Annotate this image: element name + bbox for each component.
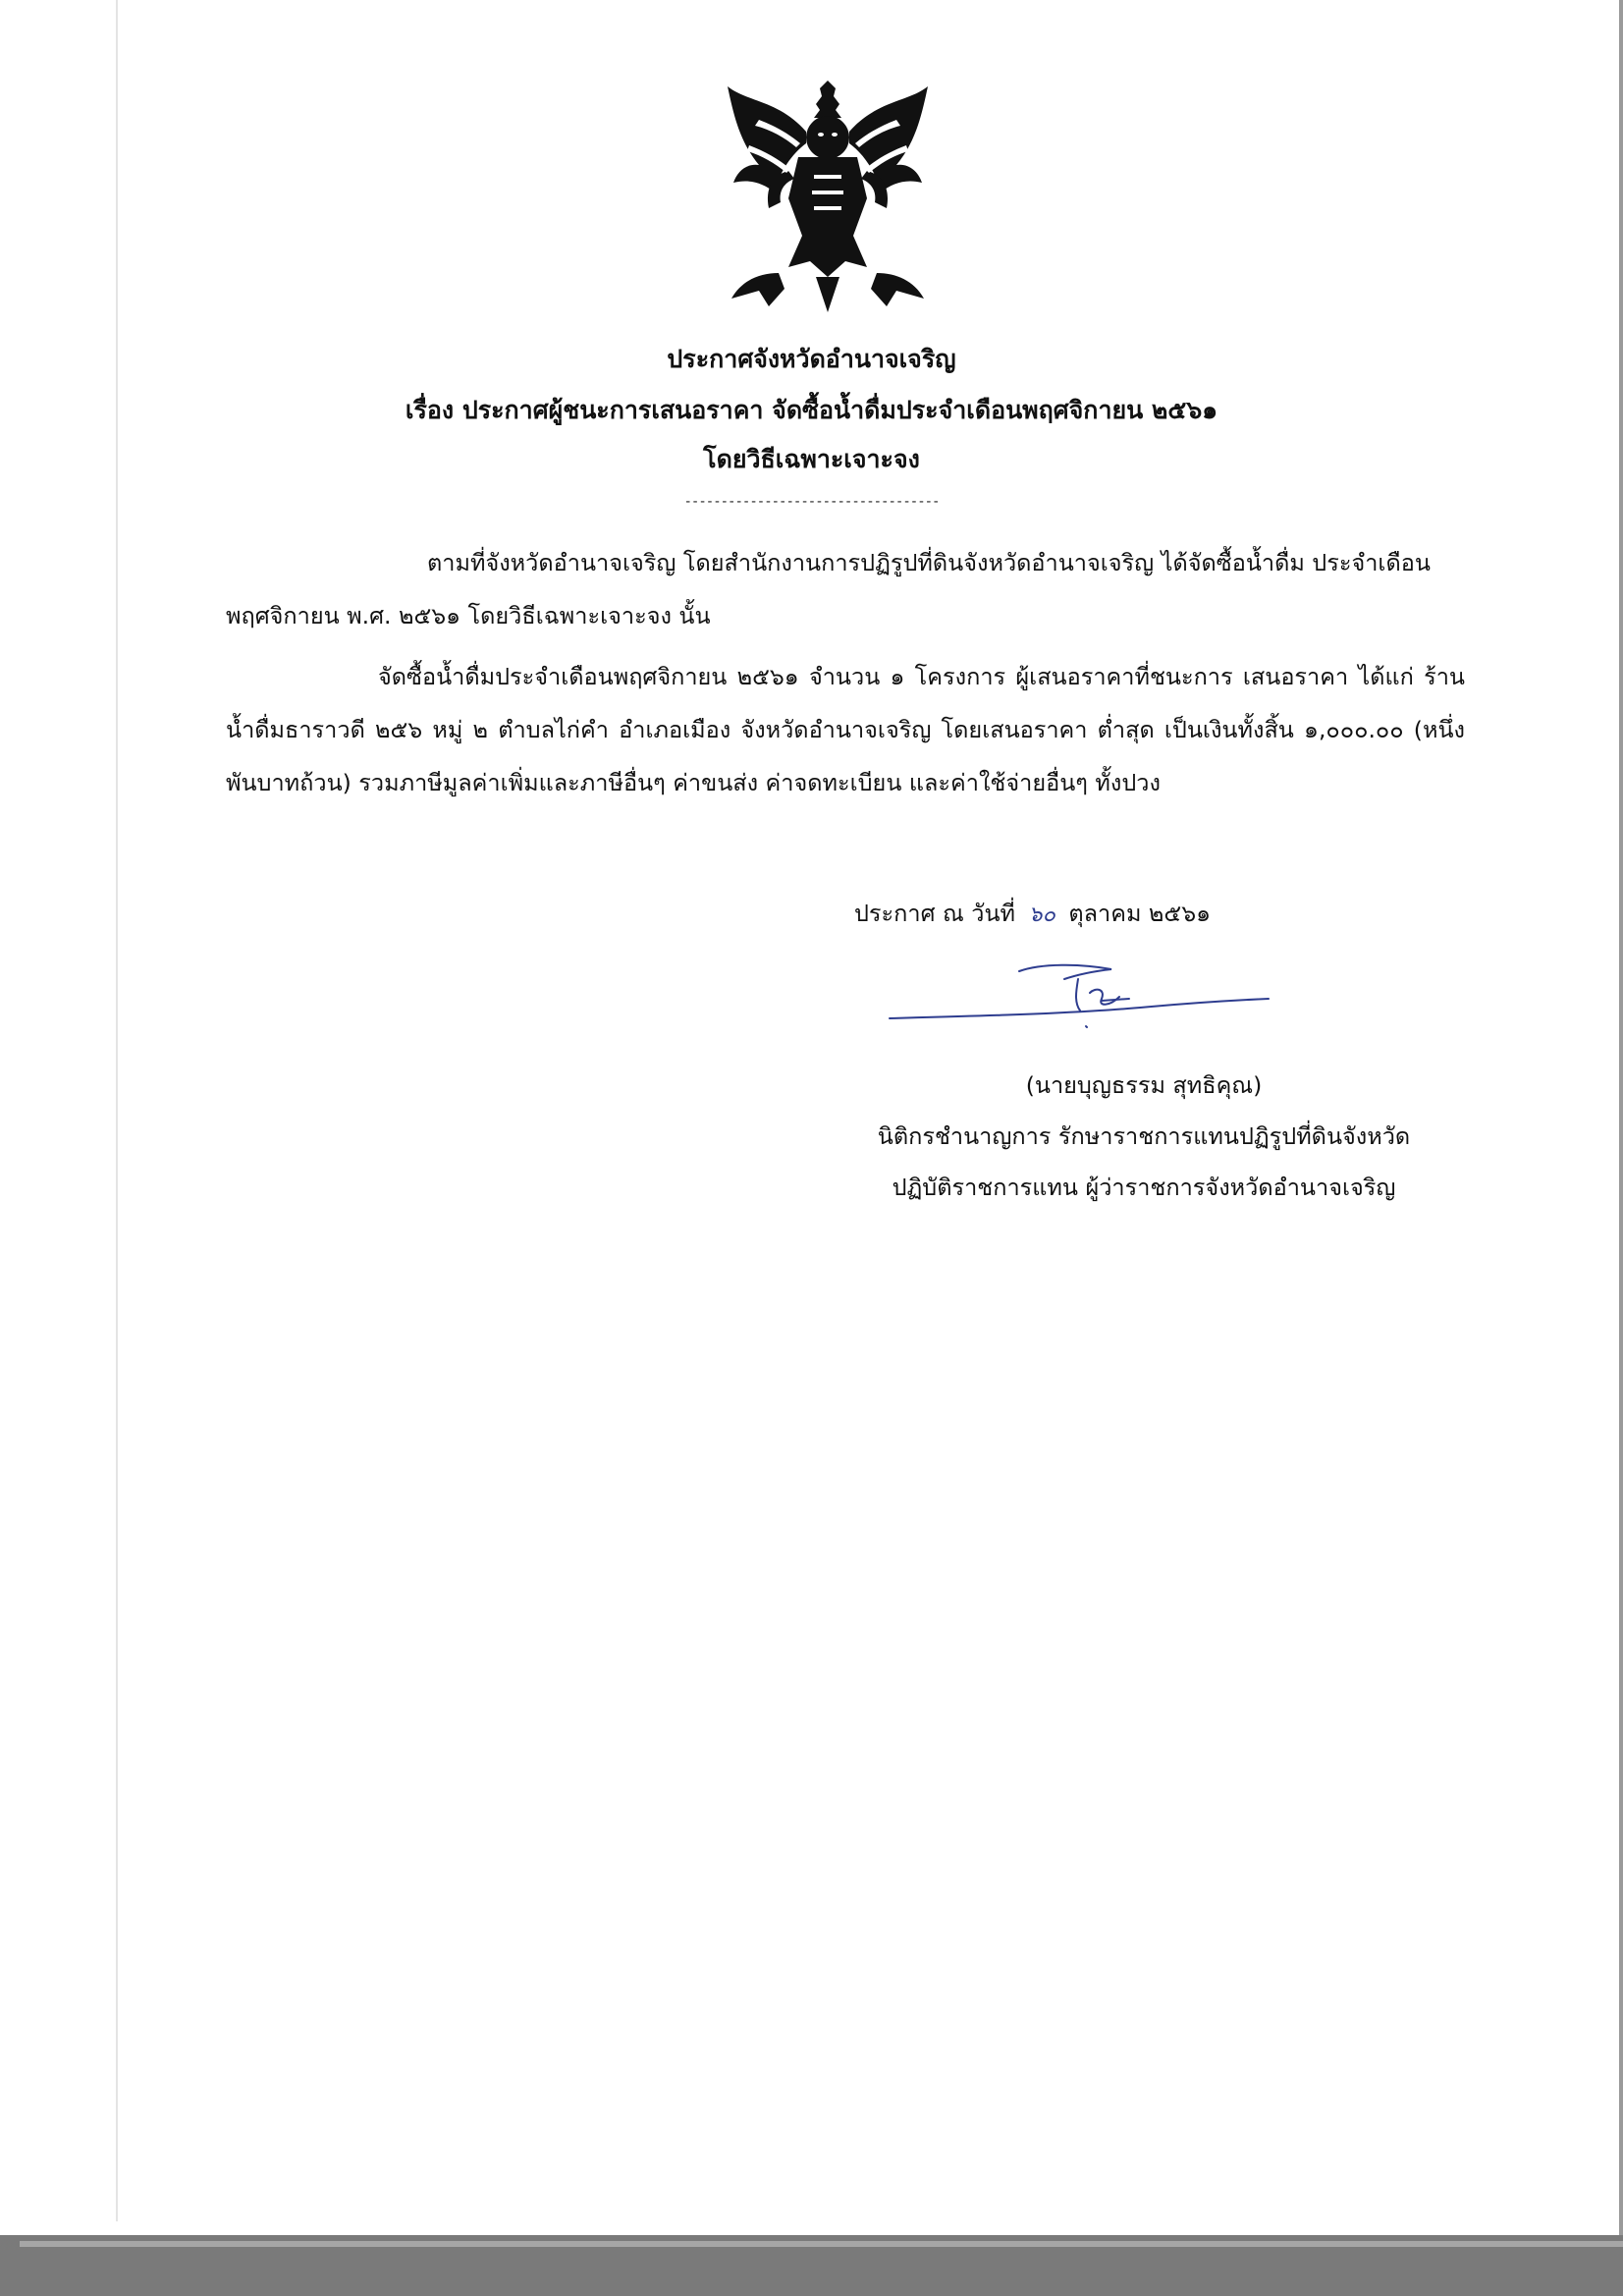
date-month-year: ตุลาคม ๒๕๖๑	[1068, 900, 1212, 927]
announcement-subject: เรื่อง ประกาศผู้ชนะการเสนอราคา จัดซื้อน้ำดื่มประจำเดือนพฤศจิกายน ๒๕๖๑	[405, 396, 1218, 424]
garuda-emblem-icon	[720, 81, 936, 312]
heading-separator: -----------------------------------	[683, 494, 940, 510]
scan-bottom-edge	[0, 2235, 1623, 2296]
signer-position: นิติกรชำนาญการ รักษาราชการแทนปฏิรูปที่ดินจังหวัด	[877, 1122, 1411, 1150]
signer-authority: ปฏิบัติราชการแทน ผู้ว่าราชการจังหวัดอำนาจเจริญ	[892, 1174, 1396, 1201]
date-prefix: ประกาศ ณ วันที่	[854, 900, 1015, 927]
body-paragraph-1: ตามที่จังหวัดอำนาจเจริญ โดยสำนักงานการปฏิรูปที่ดินจังหวัดอำนาจเจริญ ได้จัดซื้อน้ำดื่ม ประจำเดือน พฤศจิกายน พ.ศ. ๒๕๖๑ โดยวิธีเฉพาะเจาะจง นั้น	[226, 549, 1431, 629]
scan-left-edge	[116, 0, 118, 2221]
announcement-date	[854, 896, 1211, 932]
announcement-title: ประกาศจังหวัดอำนาจเจริญ	[667, 345, 956, 373]
handwritten-signature	[884, 957, 1276, 1046]
body-paragraph-2: จัดซื้อน้ำดื่มประจำเดือนพฤศจิกายน ๒๕๖๑ จำนวน ๑ โครงการ ผู้เสนอราคาที่ชนะการ เสนอราคา ได้แก่ ร้าน น้ำดื่มธาราวดี ๒๕๖ หมู่ ๒ ตำบลไก่คำ อำเภอเมือง จังหวัดอำนาจเจริญ โดยเสนอราคา ต่ำสุด เป็นเงินทั้งสิ้น ๑,๐๐๐.๐๐ (หนึ่งพันบาทถ้วน) รวมภาษีมูลค่าเพิ่มและภาษีอื่นๆ ค่าขนส่ง ค่าจดทะเบียน และค่าใช้จ่ายอื่นๆ ทั้งปวง	[226, 663, 1465, 796]
date-day-handwritten: ๖๐	[1028, 902, 1055, 927]
signer-name: (นายบุญธรรม สุทธิคุณ)	[1025, 1071, 1263, 1099]
announcement-method: โดยวิธีเฉพาะเจาะจง	[703, 445, 920, 473]
